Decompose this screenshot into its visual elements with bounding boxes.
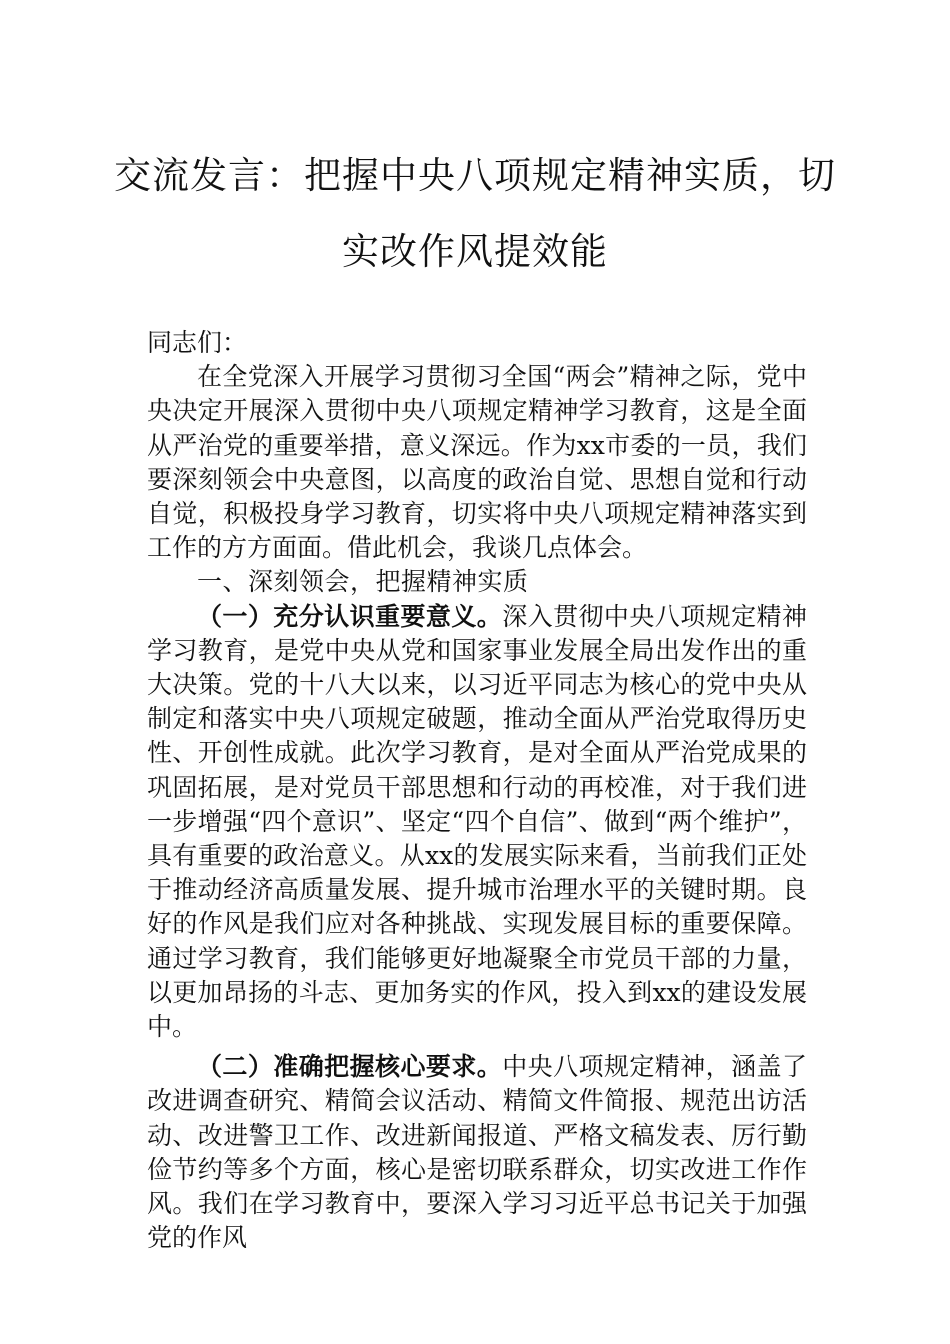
salutation: 同志们： (147, 328, 248, 357)
paragraph-1-text: 深入贯彻中央八项规定精神学习教育，是党中央从党和国家事业发展全局出发作出的重大决策。党的十八大以来，以习近平同志为核心的党中央从制定和落实中央八项规定破题，推动全面从严治党取得历史性、开创性成就。此次学习教育，是对全面从严治党成果的巩固拓展，是对党员干部思想和行动的再校准，对于我们进一步增强“四个意识”、坚定“四个自信”、做到“两个维护”，具有重要的政治意义。从xx的发展实际来看，当前我们正处于推动经济高质量发展、提升城市治理水平的关键时期。良好的作风是我们应对各种挑战、实现发展目标的重要保障。通过学习教育，我们能够更好地凝聚全市党员干部的力量，以更加昂扬的斗志、更加务实的作风，投入到xx的建设发展中。 (147, 601, 807, 1042)
page-title: 交流发言：把握中央八项规定精神实质，切实改作风提效能 (114, 154, 836, 273)
paragraph-2-lead: （二）准确把握核心要求。 (197, 1052, 503, 1082)
intro-paragraph: 在全党深入开展学习贯彻习全国“两会”精神之际，党中央决定开展深入贯彻中央八项规定精神学习教育，这是全面从严治党的重要举措，意义深远。作为xx市委的一员，我们要深刻领会中央意图，以高度的政治自觉、思想自觉和行动自觉，积极投身学习教育，切实将中央八项规定精神落实到工作的方方面面。借此机会，我谈几点体会。 (147, 362, 807, 563)
section-heading-1: 一、深刻领会，把握精神实质 (197, 567, 529, 597)
paragraph-1 (147, 600, 807, 1045)
document-body (147, 326, 807, 1255)
paragraph-1-lead: （一）充分认识重要意义。 (197, 601, 503, 631)
paragraph-2-text: 中央八项规定精神，涵盖了改进调查研究、精简会议活动、精简文件简报、规范出访活动、改进警卫工作、改进新闻报道、严格文稿发表、厉行勤俭节约等多个方面，核心是密切联系群众，切实改进工作作风。我们在学习教育中，要深入学习习近平总书记关于加强党的作风 (147, 1052, 807, 1253)
paragraph-2 (147, 1050, 807, 1255)
